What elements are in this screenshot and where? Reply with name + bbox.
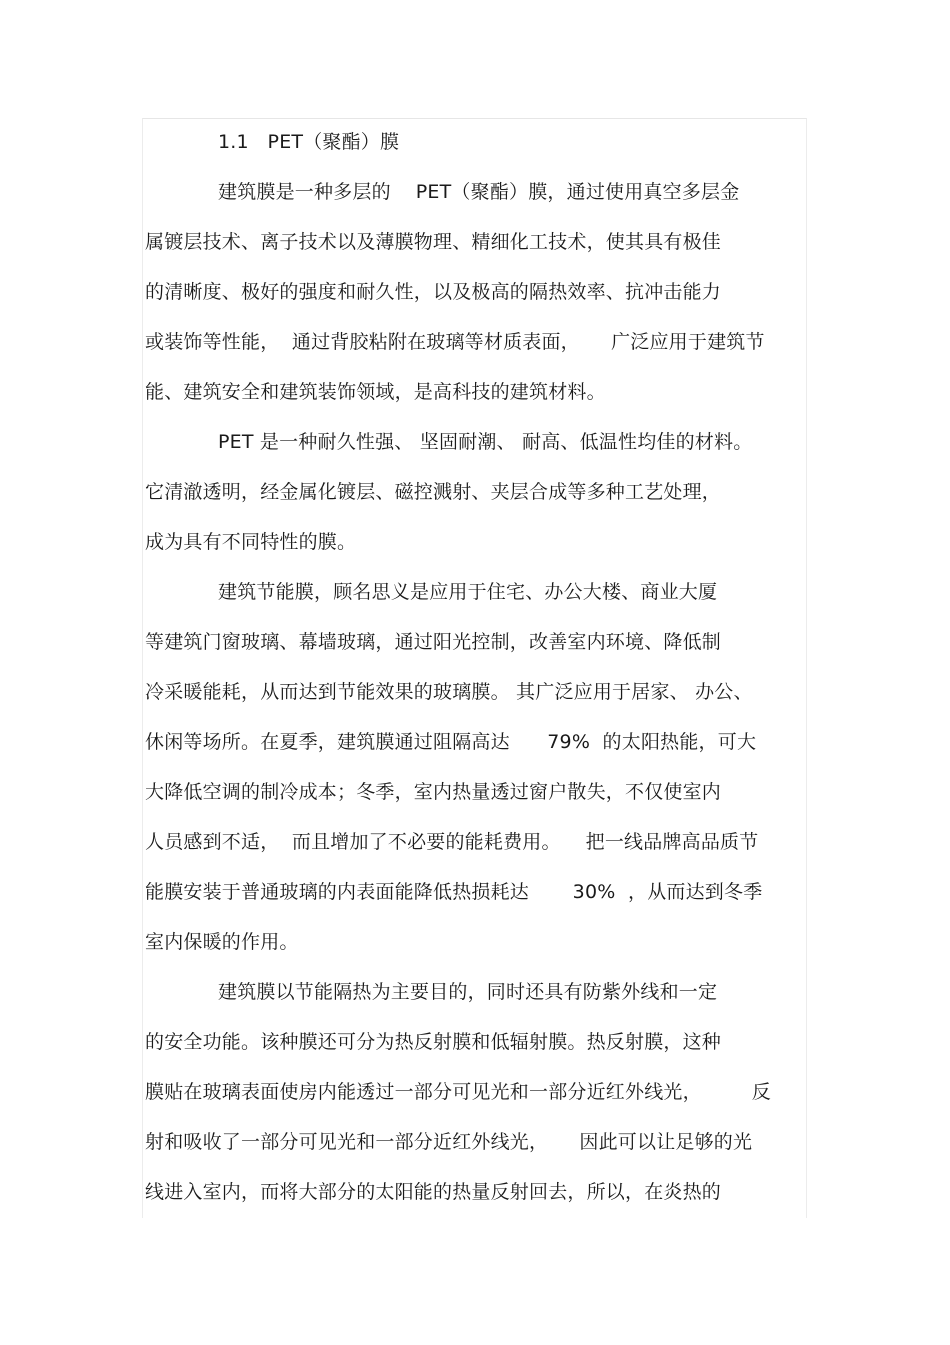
section-heading: 1.1 PET（聚酯）膜 [218,131,400,153]
text-line: 能膜安装于普通玻璃的内表面能降低热损耗达 30% ，从而达到冬季 [145,881,763,903]
text-line: 等建筑门窗玻璃、幕墙玻璃，通过阳光控制，改善室内环境、降低制 [145,631,722,653]
text-line: 射和吸收了一部分可见光和一部分近红外线光， 因此可以让足够的光 [145,1131,753,1153]
text-line: 的安全功能。该种膜还可分为热反射膜和低辐射膜。热反射膜，这种 [145,1031,722,1053]
text-line: 建筑膜是一种多层的 PET（聚酯）膜，通过使用真空多层金 [218,181,740,203]
text-line: 能、建筑安全和建筑装饰领域，是高科技的建筑材料。 [145,381,606,403]
text-line: 休闲等场所。在夏季，建筑膜通过阻隔高达 79% 的太阳热能，可大 [145,731,757,753]
text-line: 大降低空调的制冷成本；冬季，室内热量透过窗户散失，不仅使室内 [145,781,722,803]
text-line: 建筑膜以节能隔热为主要目的，同时还具有防紫外线和一定 [218,981,718,1003]
text-line: 或装饰等性能， 通过背胶粘附在玻璃等材质表面， 广泛应用于建筑节 [145,331,765,353]
text-line: 膜贴在玻璃表面使房内能透过一部分可见光和一部分近红外线光， 反 [145,1081,771,1103]
text-line: 线进入室内，而将大部分的太阳能的热量反射回去，所以，在炎热的 [145,1181,722,1203]
text-line: 的清晰度、极好的强度和耐久性，以及极高的隔热效率、抗冲击能力 [145,281,722,303]
text-line: 冷采暖能耗，从而达到节能效果的玻璃膜。 其广泛应用于居家、 办公、 [145,681,753,703]
text-line: 属镀层技术、离子技术以及薄膜物理、精细化工技术，使其具有极佳 [145,231,722,253]
text-line: 它清澈透明，经金属化镀层、磁控溅射、夹层合成等多种工艺处理， [145,481,722,503]
text-line: PET 是一种耐久性强、 坚固耐潮、 耐高、低温性均佳的材料。 [218,431,753,453]
text-line: 室内保暖的作用。 [145,931,299,953]
text-line: 人员感到不适， 而且增加了不必要的能耗费用。 把一线品牌高品质节 [145,831,759,853]
text-line: 建筑节能膜，顾名思义是应用于住宅、办公大楼、商业大厦 [218,581,718,603]
text-line: 成为具有不同特性的膜。 [145,531,357,553]
